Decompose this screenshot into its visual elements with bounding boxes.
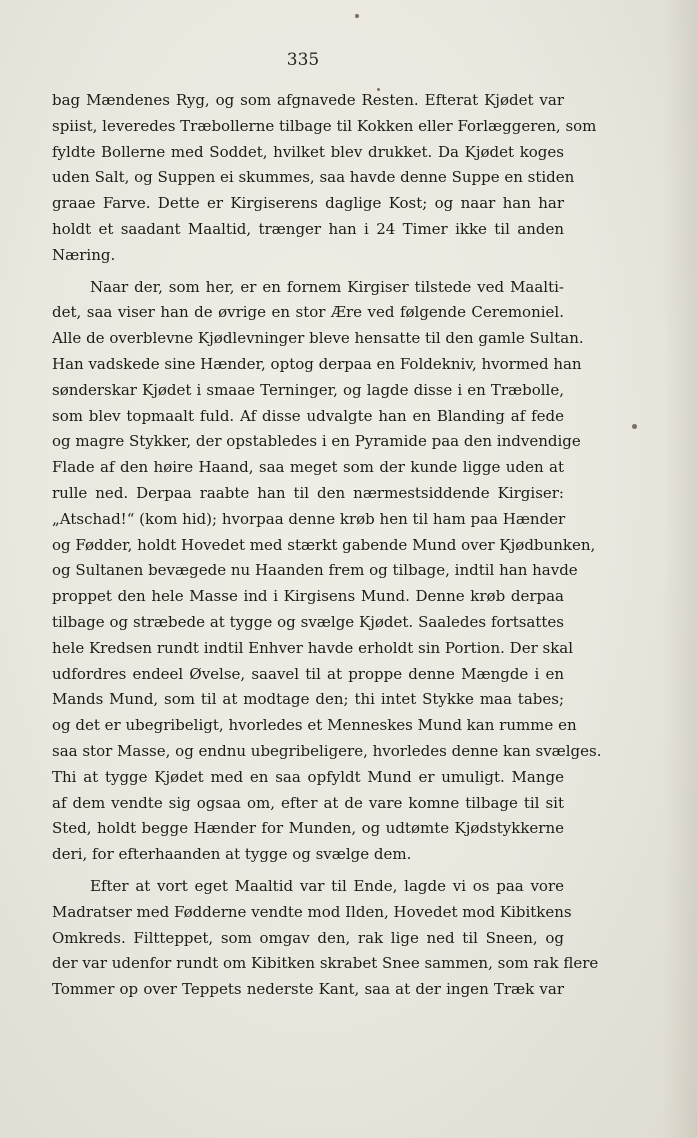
text-line: og magre Stykker, der opstabledes i en Pyramide paa den indvendige — [52, 432, 581, 451]
text-line: der var udenfor rundt om Kibitken skrabet Snee sammen, som rak flere — [52, 954, 599, 973]
text-line: graae Farve. Dette er Kirgiserens daglige Kost; og naar han har — [52, 194, 564, 213]
paper-speck — [355, 14, 359, 18]
text-line: tilbage og stræbede at tygge og svælge Kjødet. Saaledes fortsattes — [52, 612, 564, 631]
text-line: det, saa viser han de øvrige en stor Ære ved følgende Ceremoniel. — [52, 303, 564, 322]
text-line: sønderskar Kjødet i smaae Terninger, og lagde disse i en Træbolle, — [52, 380, 564, 399]
text-line: saa stor Masse, og endnu ubegribeligere, hvorledes denne kan svælges. — [52, 741, 602, 760]
text-line: og det er ubegribeligt, hvorledes et Menneskes Mund kan rumme en — [52, 716, 577, 735]
text-line: hele Kredsen rundt indtil Enhver havde erholdt sin Portion. Der skal — [52, 638, 574, 657]
text-line: holdt et saadant Maaltid, trænger han i 24 Timer ikke til anden — [52, 219, 564, 238]
text-line: Mands Mund, som til at modtage den; thi intet Stykke maa tabes; — [52, 690, 564, 709]
text-line: Naar der, som her, er en fornem Kirgiser tilstede ved Maalti- — [90, 277, 564, 296]
text-line: proppet den hele Masse ind i Kirgisens Mund. Denne krøb derpaa — [52, 587, 564, 606]
text-line: Han vadskede sine Hænder, optog derpaa en Foldekniv, hvormed han — [52, 354, 582, 373]
text-line: uden Salt, og Suppen ei skummes, saa havde denne Suppe en stiden — [52, 168, 575, 187]
text-line: fyldte Bollerne med Soddet, hvilket blev drukket. Da Kjødet koges — [52, 142, 564, 161]
text-line: af dem vendte sig ogsaa om, efter at de vare komne tilbage til sit — [52, 793, 564, 812]
text-line: Sted, holdt begge Hænder for Munden, og udtømte Kjødstykkerne — [52, 819, 564, 838]
text-line: bag Mændenes Ryg, og som afgnavede Resten. Efterat Kjødet var — [52, 91, 564, 109]
text-line: Thi at tygge Kjødet med en saa opfyldt Mund er umuligt. Mange — [52, 767, 564, 786]
text-line: Næring. — [52, 245, 116, 264]
text-line: udfordres endeel Øvelse, saavel til at proppe denne Mængde i en — [52, 664, 564, 683]
text-line: Flade af den høire Haand, saa meget som der kunde ligge uden at — [52, 458, 564, 477]
text-line: Omkreds. Filtteppet, som omgav den, rak lige ned til Sneen, og — [52, 928, 564, 947]
paragraph — [52, 874, 599, 1003]
text-line: som blev topmaalt fuld. Af disse udvalgte han en Blanding af fede — [52, 406, 564, 425]
text-line: Alle de overblevne Kjødlevninger bleve hensatte til den gamle Sultan. — [52, 329, 584, 348]
page-number: 335 — [286, 50, 320, 70]
text-line: Tommer op over Teppets nederste Kant, saa at der ingen Træk var — [52, 980, 564, 999]
body-text — [52, 88, 602, 1003]
text-line: „Atschad!“ (kom hid); hvorpaa denne krøb hen til ham paa Hænder — [52, 509, 566, 528]
text-line: og Fødder, holdt Hovedet med stærkt gabende Mund over Kjødbunken, — [52, 535, 596, 554]
text-line: Efter at vort eget Maaltid var til Ende, lagde vi os paa vore — [90, 876, 564, 895]
text-line: Madratser med Fødderne vendte mod Ilden, Hovedet mod Kibitkens — [52, 902, 572, 921]
text-line: spiist, leveredes Træbollerne tilbage til Kokken eller Forlæggeren, som — [52, 116, 597, 135]
text-line: rulle ned. Derpaa raabte han til den nærmestsiddende Kirgiser: — [52, 483, 564, 502]
text-line: deri, for efterhaanden at tygge og svælge dem. — [52, 845, 412, 864]
paragraph — [52, 88, 597, 269]
paragraph — [52, 275, 602, 868]
page-edge-shadow — [663, 0, 697, 1138]
text-line: og Sultanen bevægede nu Haanden frem og tilbage, indtil han havde — [52, 561, 578, 580]
paper-speck — [632, 424, 637, 429]
